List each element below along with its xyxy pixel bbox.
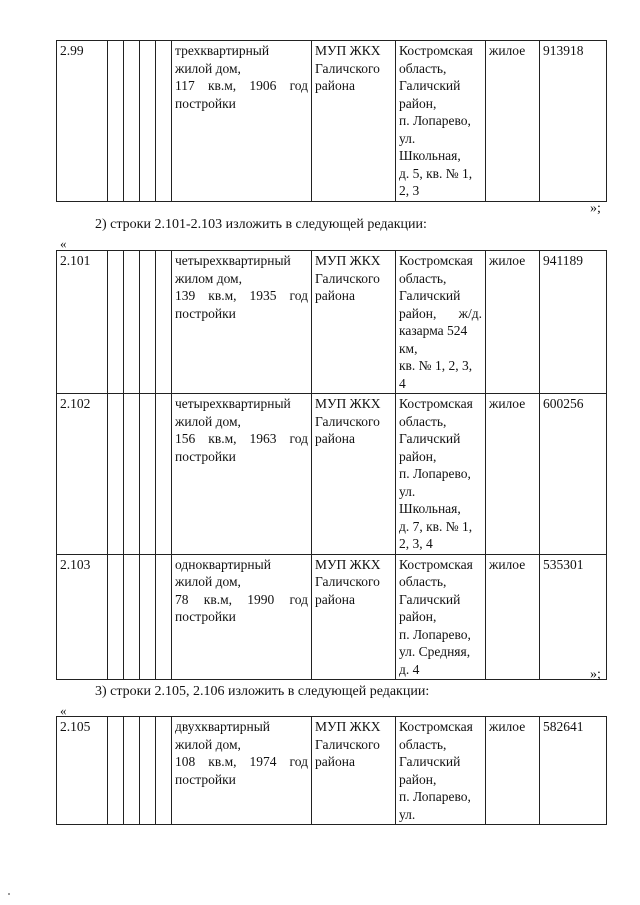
cell-value: 535301 bbox=[540, 554, 607, 680]
cell-blank bbox=[156, 251, 172, 394]
cell-address bbox=[396, 717, 486, 825]
owner-line: МУП ЖКХ bbox=[315, 396, 381, 411]
owner-line: МУП ЖКХ bbox=[315, 253, 381, 268]
address-line: 2, 3, 4 bbox=[399, 536, 433, 551]
description-line: жилой дом, bbox=[175, 736, 241, 752]
owner-line: района bbox=[315, 754, 355, 769]
owner-line: Галичского bbox=[315, 574, 380, 589]
address-line: д. 7, кв. № 1, bbox=[399, 518, 473, 534]
table-row bbox=[57, 394, 607, 555]
address-line: п. Лопарево, bbox=[399, 466, 471, 481]
address-line: область, bbox=[399, 270, 447, 286]
cell-blank bbox=[124, 251, 140, 394]
description-line: четырехквартирный bbox=[175, 396, 291, 411]
owner-line: Галичского bbox=[315, 736, 380, 752]
cell-blank bbox=[124, 394, 140, 555]
address-line: район, ж/д. bbox=[399, 305, 482, 321]
description-line: четырехквартирный bbox=[175, 253, 291, 268]
owner-line: МУП ЖКХ bbox=[315, 719, 381, 734]
address-line: ул. bbox=[399, 483, 416, 499]
description-line: постройки bbox=[175, 305, 236, 321]
description-line: постройки bbox=[175, 609, 236, 624]
owner-line: района bbox=[315, 78, 355, 93]
address-line: район, bbox=[399, 95, 437, 111]
cell-blank bbox=[140, 717, 156, 825]
cell-owner bbox=[312, 554, 396, 680]
address-line: п. Лопарево, bbox=[399, 113, 471, 128]
address-line: область, bbox=[399, 574, 447, 589]
cell-value: 913918 bbox=[540, 41, 607, 202]
cell-owner bbox=[312, 41, 396, 202]
address-line: Галичский bbox=[399, 78, 461, 93]
cell-blank bbox=[156, 41, 172, 202]
paragraph-3: 3) строки 2.105, 2.106 изложить в следующей редакции: bbox=[95, 684, 430, 699]
address-line: Галичский bbox=[399, 288, 461, 303]
paragraph-2: 2) строки 2.101-2.103 изложить в следующей редакции: bbox=[95, 217, 427, 232]
description-line: 139 кв.м, 1935 год bbox=[175, 288, 308, 303]
cell-type: жилое bbox=[486, 41, 540, 202]
address-line: д. 5, кв. № 1, bbox=[399, 165, 473, 181]
table-row bbox=[57, 717, 607, 825]
cell-type: жилое bbox=[486, 554, 540, 680]
address-line: казарма 524 bbox=[399, 323, 468, 338]
cell-blank bbox=[108, 41, 124, 202]
cell-description bbox=[172, 717, 312, 825]
address-line: Костромская bbox=[399, 396, 473, 411]
cell-type: жилое bbox=[486, 394, 540, 555]
cell-blank bbox=[140, 554, 156, 680]
cell-blank bbox=[140, 394, 156, 555]
cell-number: 2.103 bbox=[57, 554, 108, 680]
owner-line: МУП ЖКХ bbox=[315, 43, 381, 58]
cell-description bbox=[172, 554, 312, 680]
description-line: двухквартирный bbox=[175, 719, 270, 734]
address-line: район, bbox=[399, 448, 437, 464]
address-line: ул. bbox=[399, 806, 416, 822]
address-line: Галичский bbox=[399, 431, 461, 446]
address-line: д. 4 bbox=[399, 661, 420, 677]
address-line: 2, 3 bbox=[399, 183, 420, 198]
cell-address bbox=[396, 41, 486, 202]
address-line: Костромская bbox=[399, 253, 473, 268]
cell-number: 2.99 bbox=[57, 41, 108, 202]
table-row bbox=[57, 41, 607, 202]
table-row-2-105 bbox=[56, 716, 607, 825]
cell-blank bbox=[156, 554, 172, 680]
description-line: жилой дом, bbox=[175, 60, 241, 76]
cell-blank bbox=[124, 554, 140, 680]
cell-description bbox=[172, 394, 312, 555]
description-line: жилом дом, bbox=[175, 270, 242, 286]
table-rows-2-101-2-103 bbox=[56, 250, 607, 680]
description-line: жилой дом, bbox=[175, 574, 241, 589]
closing-quote: »; bbox=[590, 667, 601, 682]
owner-line: района bbox=[315, 288, 355, 303]
address-line: Школьная, bbox=[399, 148, 461, 163]
description-line: постройки bbox=[175, 771, 236, 787]
cell-owner bbox=[312, 251, 396, 394]
cell-blank bbox=[156, 717, 172, 825]
cell-owner bbox=[312, 394, 396, 555]
address-line: 4 bbox=[399, 375, 406, 391]
address-line: область, bbox=[399, 60, 447, 76]
cell-value: 941189 bbox=[540, 251, 607, 394]
cell-description bbox=[172, 41, 312, 202]
address-line: Галичский bbox=[399, 754, 461, 769]
cell-owner bbox=[312, 717, 396, 825]
closing-quote: »; bbox=[590, 201, 601, 216]
description-line: жилой дом, bbox=[175, 413, 241, 429]
description-line: 117 кв.м, 1906 год bbox=[175, 78, 308, 93]
cell-value: 600256 bbox=[540, 394, 607, 555]
cell-number: 2.102 bbox=[57, 394, 108, 555]
table-row-2-99 bbox=[56, 40, 607, 202]
description-line: 78 кв.м, 1990 год bbox=[175, 591, 308, 607]
address-line: Школьная, bbox=[399, 501, 461, 516]
address-line: Галичский bbox=[399, 591, 461, 607]
cell-address bbox=[396, 251, 486, 394]
owner-line: МУП ЖКХ bbox=[315, 556, 381, 572]
cell-type: жилое bbox=[486, 717, 540, 825]
cell-number: 2.101 bbox=[57, 251, 108, 394]
opening-quote: « bbox=[60, 236, 67, 251]
cell-type: жилое bbox=[486, 251, 540, 394]
description-line: 156 кв.м, 1963 год bbox=[175, 431, 308, 446]
description-line: постройки bbox=[175, 448, 236, 464]
address-line: км, bbox=[399, 340, 418, 356]
address-line: Костромская bbox=[399, 556, 473, 572]
address-line: ул. Средняя, bbox=[399, 644, 471, 659]
table-body bbox=[57, 41, 607, 202]
owner-line: района bbox=[315, 591, 355, 607]
cell-blank bbox=[124, 717, 140, 825]
table-body bbox=[57, 717, 607, 825]
cell-description bbox=[172, 251, 312, 394]
table-row bbox=[57, 554, 607, 680]
address-line: п. Лопарево, bbox=[399, 626, 471, 642]
address-line: район, bbox=[399, 771, 437, 787]
address-line: п. Лопарево, bbox=[399, 789, 471, 804]
owner-line: Галичского bbox=[315, 60, 380, 76]
cell-blank bbox=[140, 41, 156, 202]
scan-speck bbox=[8, 893, 10, 895]
cell-address bbox=[396, 394, 486, 555]
cell-address bbox=[396, 554, 486, 680]
address-line: Костромская bbox=[399, 43, 473, 58]
cell-blank bbox=[156, 394, 172, 555]
description-line: постройки bbox=[175, 95, 236, 111]
address-line: область, bbox=[399, 736, 447, 752]
owner-line: Галичского bbox=[315, 270, 380, 286]
table-row bbox=[57, 251, 607, 394]
address-line: район, bbox=[399, 609, 437, 624]
owner-line: района bbox=[315, 431, 355, 446]
owner-line: Галичского bbox=[315, 413, 380, 429]
cell-blank bbox=[108, 251, 124, 394]
cell-number: 2.105 bbox=[57, 717, 108, 825]
description-line: 108 кв.м, 1974 год bbox=[175, 754, 308, 769]
address-line: ул. bbox=[399, 130, 416, 146]
description-line: одноквартирный bbox=[175, 556, 271, 572]
description-line: трехквартирный bbox=[175, 43, 270, 58]
cell-value: 582641 bbox=[540, 717, 607, 825]
cell-blank bbox=[108, 394, 124, 555]
cell-blank bbox=[124, 41, 140, 202]
cell-blank bbox=[108, 717, 124, 825]
opening-quote: « bbox=[60, 703, 67, 718]
address-line: кв. № 1, 2, 3, bbox=[399, 358, 473, 373]
address-line: Костромская bbox=[399, 719, 473, 734]
cell-blank bbox=[140, 251, 156, 394]
cell-blank bbox=[108, 554, 124, 680]
table-body bbox=[57, 251, 607, 680]
address-line: область, bbox=[399, 413, 447, 429]
